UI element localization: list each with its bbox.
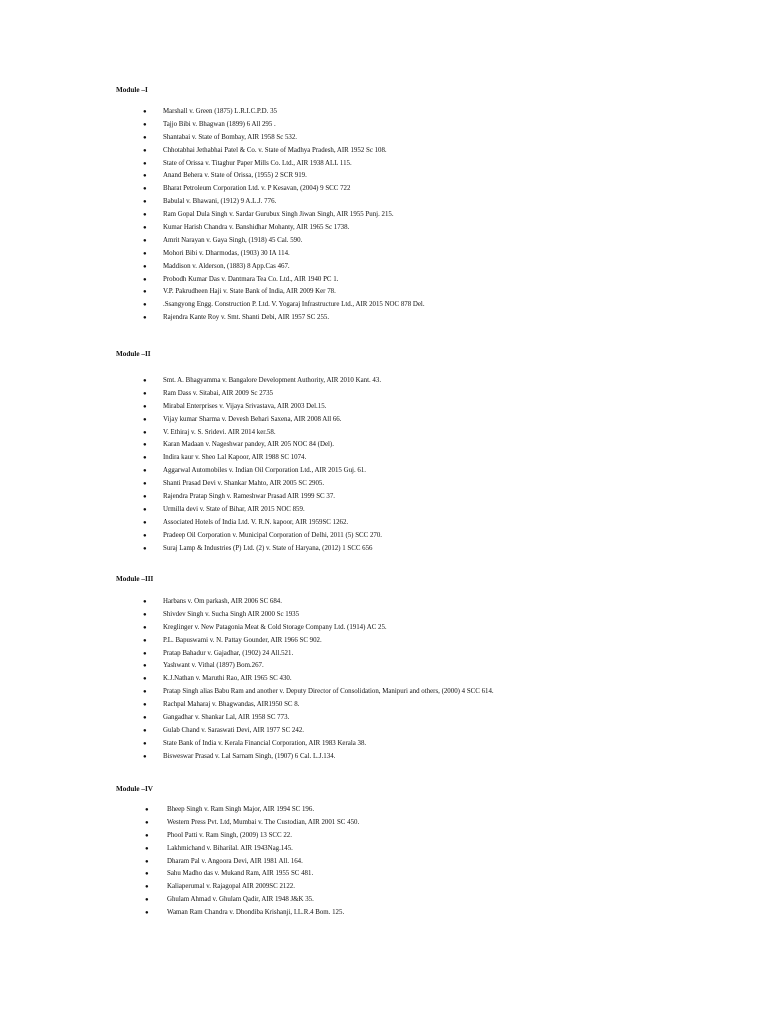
bullet-icon: ●	[143, 702, 147, 709]
bullet-icon: ●	[143, 506, 147, 513]
bullet-icon: ●	[143, 676, 147, 683]
bullet-icon: ●	[145, 819, 149, 826]
case-citation: Marshall v. Green (1875) L.R.I.C.P.D. 35	[163, 108, 277, 115]
case-citation: Bheep Singh v. Ram Singh Major, AIR 1994 SC 196.	[167, 806, 315, 813]
case-citation: Kumar Harish Chandra v. Banshidhar Mohanty, AIR 1965 Sc 1738.	[163, 224, 350, 232]
case-citation: Ram Dass v. Sitabai, AIR 2009 Sc 2735	[163, 389, 273, 397]
case-citation: Aggarwal Automobiles v. Indian Oil Corporation Ltd., AIR 2015 Guj. 61.	[163, 467, 366, 475]
module-3-heading: Module –III	[116, 575, 154, 583]
bullet-icon: ●	[143, 237, 147, 244]
case-citation: Waman Ram Chandra v. Dhondiba Krishanji, I.L.R.4 Bom. 125.	[167, 909, 345, 917]
case-citation: Bisweswar Prasad v. Lal Sarnam Singh, (1907) 6 Cal. L.J.134.	[163, 752, 336, 760]
bullet-icon: ●	[143, 315, 147, 322]
bullet-icon: ●	[143, 225, 147, 232]
case-citation: Vijay kumar Sharma v. Devesh Behari Saxena, AIR 2008 All 66.	[163, 415, 342, 423]
case-citation: Shanti Prasad Devi v. Shankar Mahto, AIR 2005 SC 2905.	[163, 480, 325, 488]
case-citation: Yashwant v. Vithal (1897) Bom.267.	[163, 662, 264, 670]
case-citation: Tajjo Bibi v. Bhagwan (1899) 6 All 295 .	[163, 120, 276, 128]
bullet-icon: ●	[143, 390, 147, 397]
bullet-icon: ●	[143, 199, 147, 206]
bullet-icon: ●	[143, 147, 147, 154]
case-citation: Western Press Pvt. Ltd, Mumbai v. The Custodian, AIR 2001 SC 450.	[167, 818, 360, 826]
bullet-icon: ●	[143, 263, 147, 270]
bullet-icon: ●	[143, 468, 147, 475]
bullet-icon: ●	[143, 637, 147, 644]
case-citation: P.L. Bapuswami v. N. Pattay Gounder, AIR 1966 SC 902.	[163, 636, 322, 644]
bullet-icon: ●	[145, 858, 149, 865]
bullet-icon: ●	[143, 302, 147, 309]
case-citation: Associated Hotels of India Ltd. V. R.N. kapoor, AIR 1959SC 1262.	[163, 518, 349, 526]
case-citation: K.J.Nathan v. Maruthi Rao, AIR 1965 SC 430.	[163, 675, 292, 683]
bullet-icon: ●	[143, 403, 147, 410]
bullet-icon: ●	[143, 481, 147, 488]
bullet-icon: ●	[143, 121, 147, 128]
case-citation: Pratap Bahadur v. Gajadhar, (1902) 24 All.521.	[163, 649, 294, 657]
case-citation: Indira kaur v. Sheo Lal Kapoor, AIR 1988 SC 1074.	[163, 454, 307, 462]
case-citation: Ghulam Ahmad v. Ghulam Qadir, AIR 1948 J&K 35.	[167, 896, 314, 904]
bullet-icon: ●	[145, 807, 149, 813]
case-citation: V. Ethiraj v. S. Sridevi. AIR 2014 ker.58.	[163, 428, 276, 436]
case-citation: Phool Patti v. Ram Singh, (2009) 13 SCC 22.	[167, 831, 292, 839]
case-citation: Urmilla devi v. State of Bihar, AIR 2015 NOC 859.	[163, 505, 305, 513]
bullet-icon: ●	[143, 753, 147, 760]
bullet-icon: ●	[143, 212, 147, 219]
bullet-icon: ●	[143, 160, 147, 167]
bullet-icon: ●	[143, 442, 147, 449]
module-2-heading: Module –II	[116, 350, 151, 358]
bullet-icon: ●	[143, 689, 147, 696]
bullet-icon: ●	[143, 532, 147, 539]
case-citation: Shantabai v. State of Bombay, AIR 1958 Sc 532.	[163, 133, 298, 141]
bullet-icon: ●	[143, 727, 147, 734]
bullet-icon: ●	[143, 611, 147, 618]
case-citation: Harbans v. Om parkash, AIR 2006 SC 684.	[163, 598, 282, 605]
bullet-icon: ●	[143, 599, 147, 605]
case-citation: Pradeep Oil Corporation v. Municipal Corporation of Delhi, 2011 (5) SCC 270.	[163, 531, 383, 539]
case-citation: Mohori Bibi v. Dharmodas, (1903) 30 IA 114.	[163, 249, 290, 257]
module-4-heading: Module –IV	[116, 785, 153, 793]
bullet-icon: ●	[143, 109, 147, 115]
case-citation: Rajendra Pratap Singh v. Rameshwar Prasad AIR 1999 SC 37.	[163, 493, 335, 501]
case-citation: Shivdev Singh v. Sucha Singh AIR 2000 Sc 1935	[163, 610, 300, 618]
case-citation: Rajendra Kante Roy v. Smt. Shanti Debi, AIR 1957 SC 255.	[163, 314, 330, 322]
bullet-icon: ●	[145, 884, 149, 891]
bullet-icon: ●	[143, 740, 147, 747]
bullet-icon: ●	[143, 715, 147, 722]
bullet-icon: ●	[143, 289, 147, 296]
case-citation: Suraj Lamp & Industries (P) Ltd. (2) v. State of Haryana, (2012) 1 SCC 656	[163, 544, 373, 552]
case-citation: Probodh Kumar Das v. Dantmara Tea Co. Ltd., AIR 1940 PC 1.	[163, 275, 339, 283]
case-citation: Amrit Narayan v. Gaya Singh, (1918) 45 Cal. 590.	[163, 236, 303, 244]
case-citation: Kaliaperumal v. Rajagopal AIR 2009SC 2122.	[167, 883, 295, 891]
bullet-icon: ●	[145, 910, 149, 917]
bullet-icon: ●	[143, 429, 147, 436]
bullet-icon: ●	[143, 650, 147, 657]
case-citation: V.P. Pakrudheen Haji v. State Bank of India, AIR 2009 Ker 78.	[163, 288, 336, 296]
case-citation: Karan Madaan v. Nageshwar pandey, AIR 205 NOC 84 (Del).	[163, 441, 334, 449]
bullet-icon: ●	[143, 416, 147, 423]
case-citation: Sahu Madho das v. Mukand Ram, AIR 1955 SC 481.	[167, 870, 314, 878]
case-citation: Pratap Singh alias Babu Ram and another v. Deputy Director of Consolidation, Manipuri and others, (2000) 4 SCC 614.	[163, 688, 494, 696]
bullet-icon: ●	[145, 845, 149, 852]
bullet-icon: ●	[143, 186, 147, 193]
case-citation: Gulab Chand v. Saraswati Devi, AIR 1977 SC 242.	[163, 726, 304, 734]
bullet-icon: ●	[145, 871, 149, 878]
case-citation: Ram Gopal Dula Singh v. Sardar Gurubux Singh Jiwan Singh, AIR 1955 Punj. 215.	[163, 211, 394, 219]
bullet-icon: ●	[143, 455, 147, 462]
bullet-icon: ●	[143, 624, 147, 631]
case-citation: Mirabal Enterprises v. Vijaya Srivastava, AIR 2003 Del.15.	[163, 402, 327, 410]
case-citation: Rachpal Maharaj v. Bhagwandas, AIR1950 SC 8.	[163, 701, 300, 709]
case-citation: State Bank of India v. Kerala Financial Corporation, AIR 1983 Kerala 38.	[163, 739, 367, 747]
bullet-icon: ●	[143, 378, 147, 384]
module-1-heading: Module –I	[116, 86, 148, 94]
case-citation: Anand Behera v. State of Orissa, (1955) 2 SCR 919.	[163, 172, 307, 180]
case-citation: Gangadhar v. Shankar Lal, AIR 1958 SC 773.	[163, 714, 290, 722]
case-citation: Dharam Pal v. Angoora Devi, AIR 1981 All. 164.	[167, 857, 303, 865]
bullet-icon: ●	[143, 494, 147, 501]
case-citation: Chhotabhai Jethabhai Patel & Co. v. State of Madhya Pradesh, AIR 1952 Sc 108.	[163, 146, 387, 154]
bullet-icon: ●	[143, 663, 147, 670]
case-citation: Lakhmichand v. Biharilal. AIR 1943Nag.145.	[167, 844, 293, 852]
bullet-icon: ●	[143, 276, 147, 283]
bullet-icon: ●	[143, 250, 147, 257]
bullet-icon: ●	[145, 832, 149, 839]
case-citation: Smt. A. Bhagyamma v. Bangalore Development Authority, AIR 2010 Kant. 43.	[163, 377, 382, 384]
case-citation: Bharat Petroleum Corporation Ltd. v. P Kesavan, (2004) 9 SCC 722	[163, 185, 351, 193]
case-citation: Maddison v. Alderson, (1883) 8 App.Cas 467.	[163, 262, 290, 270]
case-citation: Kreglinger v. New Patagonia Meat & Cold Storage Company Ltd. (1914) AC 25.	[163, 623, 387, 631]
bullet-icon: ●	[143, 519, 147, 526]
bullet-icon: ●	[143, 173, 147, 180]
case-citation: State of Orissa v. Titaghur Paper Mills Co. Ltd., AIR 1938 ALL 115.	[163, 159, 352, 167]
case-citation: Babulal v. Bhawani, (1912) 9 A.L.J. 776.	[163, 198, 277, 206]
bullet-icon: ●	[143, 134, 147, 141]
bullet-icon: ●	[145, 897, 149, 904]
bullet-icon: ●	[143, 545, 147, 552]
case-citation: .Ssangyong Engg. Construction P. Ltd. V. Yogaraj Infrastructure Ltd., AIR 2015 NOC 878 Del.	[163, 301, 425, 309]
